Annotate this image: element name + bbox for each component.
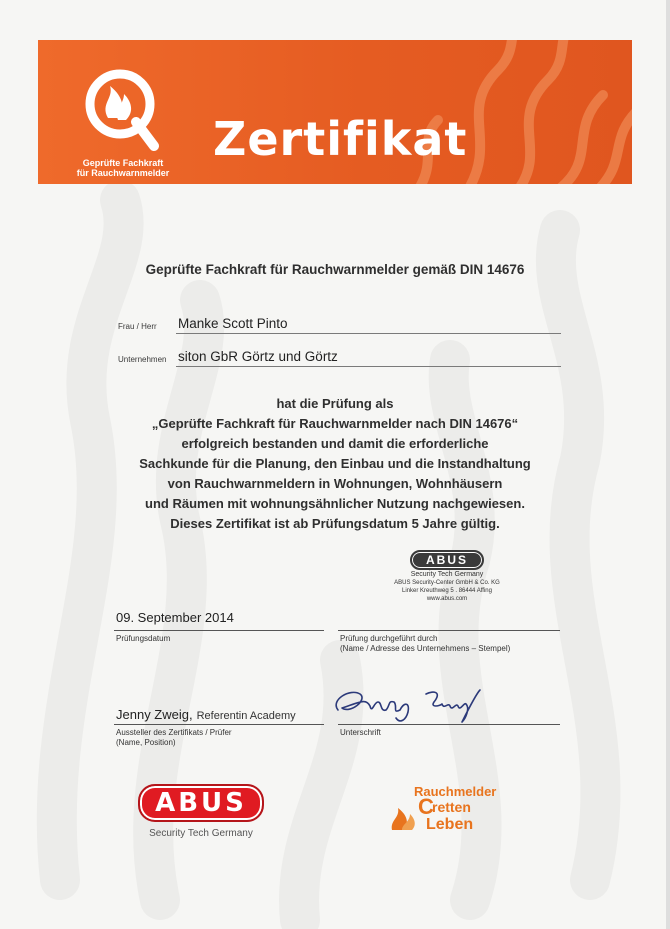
exam-date-value: 09. September 2014 — [116, 610, 234, 625]
issuer-label — [116, 728, 232, 748]
rauchmelder-retten-leben-logo — [388, 780, 504, 840]
stamp-website: www.abus.com — [426, 596, 468, 602]
company-stamp — [392, 550, 502, 603]
exam-date-label: Prüfungsdatum — [116, 634, 171, 643]
conducted-by-label-line2: (Name / Adresse des Unternehmens – Stempel) — [340, 644, 511, 653]
q-quality-logo — [80, 60, 160, 156]
issuer-label-line1: Aussteller des Zertifikats / Prüfer — [116, 728, 232, 737]
logo-caption — [68, 158, 178, 178]
signature-label: Unterschrift — [340, 728, 381, 737]
conducted-by-label-line1: Prüfung durchgeführt durch — [340, 634, 438, 643]
rettet-line3: Leben — [426, 816, 474, 833]
body-line: Dieses Zertifikat ist ab Prüfungsdatum 5 Jahre gültig. — [170, 516, 500, 531]
logo-caption-line1: Geprüfte Fachkraft — [82, 158, 164, 168]
person-value: Manke Scott Pinto — [178, 316, 288, 331]
rettet-letter: C — [418, 794, 434, 819]
body-line: hat die Prüfung als — [276, 396, 394, 411]
issuer-name: Jenny Zweig, — [116, 707, 193, 722]
signature-line — [338, 724, 560, 725]
handwritten-signature — [330, 680, 490, 726]
rettet-line2: retten — [432, 799, 471, 815]
header-banner — [38, 40, 632, 184]
issuer-line — [114, 724, 324, 725]
person-underline — [176, 333, 561, 334]
certificate-headline: Geprüfte Fachkraft für Rauchwarnmelder gemäß DIN 14676 — [145, 262, 525, 277]
certificate-title: Zertifikat — [213, 112, 468, 166]
body-line: von Rauchwarnmeldern in Wohnungen, Wohnhäusern — [167, 476, 503, 491]
stamp-abus-logo: ABUS — [410, 550, 484, 570]
person-field — [118, 314, 561, 334]
abus-logo: ABUS — [138, 784, 264, 822]
issuer — [116, 706, 296, 724]
stamp-company: ABUS Security-Center GmbH & Co. KG — [394, 580, 500, 586]
abus-tagline: Security Tech Germany — [149, 828, 253, 839]
certificate-body — [0, 394, 670, 534]
body-line: und Räumen mit wohnungsähnlicher Nutzung nachgewiesen. — [145, 496, 525, 511]
body-line: „Geprüfte Fachkraft für Rauchwarnmelder nach DIN 14676“ — [151, 416, 519, 431]
company-field — [118, 347, 561, 367]
body-line: Sachkunde für die Planung, den Einbau und die Instandhaltung — [139, 456, 531, 471]
issuer-role: Referentin Academy — [196, 710, 296, 722]
logo-caption-line2: für Rauchwarnmelder — [76, 168, 170, 178]
issuer-label-line2: (Name, Position) — [116, 738, 176, 747]
person-label: Frau / Herr — [118, 322, 157, 331]
stamp-tagline: Security Tech Germany — [410, 571, 484, 578]
stamp-address: Linker Kreuthweg 5 . 86444 Affing — [402, 588, 492, 594]
conducted-by-line — [338, 630, 560, 631]
company-underline — [176, 366, 561, 367]
body-line: erfolgreich bestanden und damit die erforderliche — [181, 436, 489, 451]
conducted-by-label — [340, 634, 510, 654]
company-value: siton GbR Görtz und Görtz — [178, 349, 338, 364]
company-label: Unternehmen — [118, 355, 167, 364]
exam-date-line — [114, 630, 324, 631]
rettet-line1: Rauchmelder — [414, 784, 497, 799]
